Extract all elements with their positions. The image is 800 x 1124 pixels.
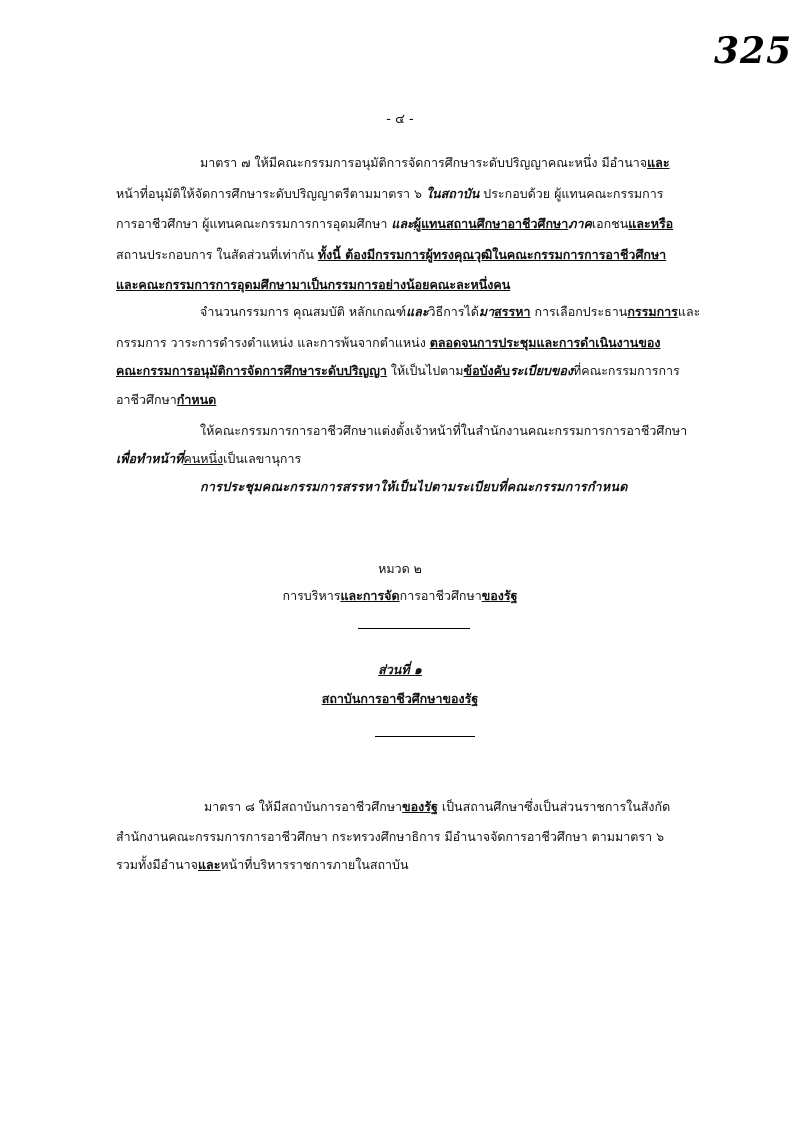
- part-label: ส่วนที่ ๑: [378, 662, 422, 677]
- sec8-line-3: รวมทั้งมีอำนาจและหน้าที่บริหารราชการภายในสถาบัน: [116, 857, 409, 872]
- page-number: - ๔ -: [386, 112, 414, 127]
- sec7-para2-line-2: กรรมการ วาระการดำรงตำแหน่ง และการพ้นจากตำแหน่ง ตลอดจนการประชุมและการดำเนินงานของ: [116, 335, 661, 350]
- sec7-para3-line-2: เพื่อทำหน้าที่คนหนึ่งเป็นเลขานุการ: [116, 451, 302, 466]
- sec7-line-5: และคณะกรรมการการอุดมศึกษามาเป็นกรรมการอย่างน้อยคณะละหนึ่งคน: [116, 277, 511, 292]
- sec8-line-1: มาตรา ๘ ให้มีสถาบันการอาชีวศึกษาของรัฐ เป็นสถานศึกษาซึ่งเป็นส่วนราชการในสังกัด: [204, 799, 671, 814]
- sec7-line-3: การอาชีวศึกษา ผู้แทนคณะกรรมการการอุดมศึกษา และผู้แทนสถานศึกษาอาชีวศึกษาภาคเอกชนและหรือ: [116, 216, 674, 231]
- sec7-para2-line-4: อาชีวศึกษากำหนด: [116, 392, 217, 407]
- chapter-label: หมวด ๒: [378, 561, 422, 576]
- handwritten-page-number: 325: [714, 30, 793, 72]
- sec7-para2-line-3: คณะกรรมการอนุมัติการจัดการศึกษาระดับปริญญา ให้เป็นไปตามข้อบังคับระเบียบของที่คณะกรรมการการ: [116, 363, 680, 378]
- sec7-line-1: มาตรา ๗ ให้มีคณะกรรมการอนุมัติการจัดการศึกษาระดับปริญญาคณะหนึ่ง มีอำนาจและ: [200, 155, 670, 170]
- sec7-line-2: หน้าที่อนุมัติให้จัดการศึกษาระดับปริญญาตรีตามมาตรา ๖ ในสถาบัน ประกอบด้วย ผู้แทนคณะกรรมการ: [116, 186, 664, 201]
- sec7-para2-line-1: จำนวนกรรมการ คุณสมบัติ หลักเกณฑ์และวิธีการได้มาสรรหา การเลือกประธานกรรมการและ: [200, 304, 701, 319]
- sec7-para4-line-1: การประชุมคณะกรรมการสรรหาให้เป็นไปตามระเบียบที่คณะกรรมการกำหนด: [200, 479, 628, 494]
- part-title: สถาบันการอาชีวศึกษาของรัฐ: [321, 691, 479, 706]
- chapter-title: การบริหารและการจัดการอาชีวศึกษาของรัฐ: [282, 588, 518, 603]
- divider-2: [375, 736, 475, 737]
- sec8-line-2: สำนักงานคณะกรรมการการอาชีวศึกษา กระทรวงศึกษาธิการ มีอำนาจจัดการอาชีวศึกษา ตามมาตรา ๖: [116, 829, 664, 844]
- sec7-line-4: สถานประกอบการ ในสัดส่วนที่เท่ากัน ทั้งนี้ ต้องมีกรรมการผู้ทรงคุณวุฒิในคณะกรรมการการอาชีวศึกษา: [116, 247, 667, 262]
- sec7-para3-line-1: ให้คณะกรรมการการอาชีวศึกษาแต่งตั้งเจ้าหน้าที่ในสำนักงานคณะกรรมการการอาชีวศึกษา: [200, 423, 688, 438]
- divider-1: [358, 628, 470, 629]
